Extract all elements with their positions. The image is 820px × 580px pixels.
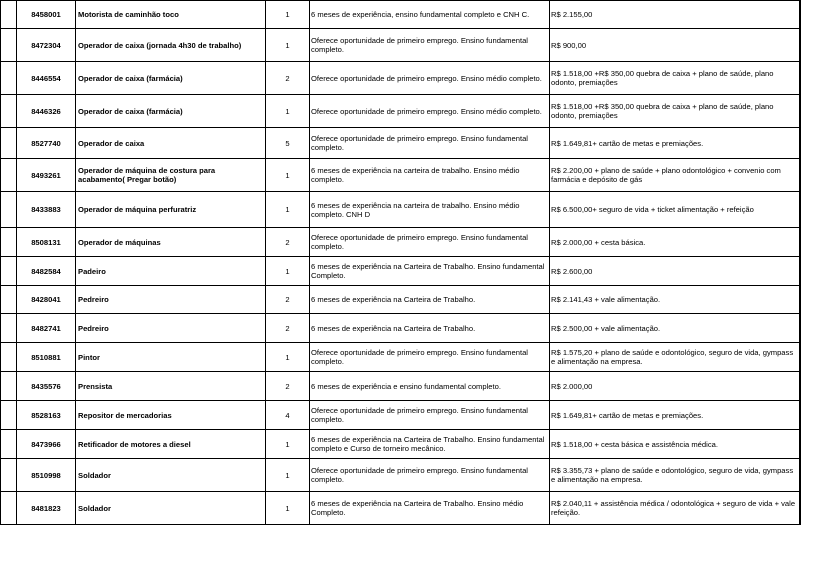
job-code-text: 8428041 (31, 295, 61, 304)
vacancy-count-cell (266, 257, 310, 286)
job-title-text: Operador de máquinas (78, 237, 161, 247)
vacancy-count-cell (266, 192, 310, 228)
job-code-text: 8493261 (31, 170, 61, 180)
salary-benefits-text: R$ 2.155,00 (551, 10, 593, 19)
job-code-cell (17, 492, 76, 525)
salary-benefits-cell (550, 29, 800, 62)
vacancy-count-cell (266, 62, 310, 95)
requirements-text: 6 meses de experiência na carteira de trabalho. Ensino médio completo. (311, 166, 520, 184)
job-code-text: 8528163 (31, 410, 61, 420)
job-rows (1, 1, 801, 525)
table-row (1, 459, 801, 492)
salary-benefits-cell (550, 430, 800, 459)
job-title-cell (76, 430, 266, 459)
job-title-cell (76, 128, 266, 159)
row-edge-cell (800, 192, 801, 228)
job-title-cell (76, 314, 266, 343)
job-title-cell (76, 257, 266, 286)
row-margin-cell (1, 343, 17, 372)
row-margin-cell (1, 62, 17, 95)
vacancy-count-text: 1 (285, 106, 290, 116)
row-margin-cell (1, 286, 17, 314)
salary-benefits-text: R$ 2.500,00 + vale alimentação. (551, 323, 661, 333)
row-margin-cell (1, 29, 17, 62)
row-edge-cell (800, 228, 801, 257)
job-code-cell (17, 401, 76, 430)
table-row (1, 492, 801, 525)
row-edge-cell (800, 257, 801, 286)
job-title-text: Operador de máquina perfuratriz (78, 205, 197, 214)
job-code-text: 8446326 (31, 106, 61, 116)
vacancy-count-cell (266, 343, 310, 372)
requirements-cell (310, 314, 550, 343)
row-margin-cell (1, 192, 17, 228)
vacancy-count-text: 1 (285, 10, 290, 19)
salary-benefits-text: R$ 3.355,73 + plano de saúde e odontológico, seguro de vida, gympass e alimentação na empresa. (551, 466, 794, 484)
requirements-text: Oferece oportunidade de primeiro emprego. Ensino fundamental completo. (311, 348, 528, 366)
requirements-cell (310, 459, 550, 492)
job-title-text: Operador de caixa (78, 138, 145, 148)
job-code-cell (17, 128, 76, 159)
job-code-cell (17, 95, 76, 128)
requirements-text: 6 meses de experiência na carteira de trabalho. Ensino médio completo. CNH D (311, 200, 520, 219)
row-edge-cell (800, 1, 801, 29)
row-edge-cell (800, 314, 801, 343)
requirements-text: Oferece oportunidade de primeiro emprego. Ensino fundamental completo. (311, 36, 528, 54)
vacancy-count-text: 2 (285, 295, 290, 304)
requirements-cell (310, 128, 550, 159)
job-title-text: Retificador de motores a diesel (78, 439, 191, 449)
salary-benefits-text: R$ 6.500,00+ seguro de vida + ticket alimentação + refeição (551, 205, 754, 214)
job-title-cell (76, 29, 266, 62)
vacancy-count-text: 2 (285, 237, 290, 247)
requirements-text: Oferece oportunidade de primeiro emprego. Ensino fundamental completo. (311, 134, 528, 152)
row-margin-cell (1, 159, 17, 192)
requirements-text: Oferece oportunidade de primeiro emprego. Ensino fundamental completo. (311, 466, 528, 484)
vacancy-count-text: 1 (285, 205, 290, 214)
vacancy-count-cell (266, 128, 310, 159)
salary-benefits-text: R$ 2.200,00 + plano de saúde + plano odontológico + convenio com farmácia e depósito de gás (551, 166, 781, 184)
vacancy-count-cell (266, 29, 310, 62)
job-title-text: Pintor (78, 352, 100, 362)
row-margin-cell (1, 128, 17, 159)
salary-benefits-text: R$ 1.575,20 + plano de saúde e odontológico, seguro de vida, gympass e alimentação na empresa. (551, 348, 794, 366)
table-row (1, 401, 801, 430)
job-code-cell (17, 286, 76, 314)
table-row (1, 128, 801, 159)
job-title-cell (76, 159, 266, 192)
requirements-cell (310, 343, 550, 372)
job-title-text: Padeiro (78, 266, 106, 276)
job-code-cell (17, 228, 76, 257)
salary-benefits-text: R$ 2.000,00 + cesta básica. (551, 237, 646, 247)
job-code-text: 8527740 (31, 138, 61, 148)
salary-benefits-cell (550, 343, 800, 372)
row-margin-cell (1, 459, 17, 492)
job-title-text: Motorista de caminhão toco (78, 10, 179, 19)
row-edge-cell (800, 372, 801, 401)
requirements-text: 6 meses de experiência na Carteira de Trabalho. (311, 295, 476, 304)
row-edge-cell (800, 401, 801, 430)
vacancy-count-text: 4 (285, 410, 290, 420)
vacancy-count-cell (266, 95, 310, 128)
row-margin-cell (1, 401, 17, 430)
vacancy-count-cell (266, 228, 310, 257)
vacancy-count-cell (266, 459, 310, 492)
job-code-text: 8433883 (31, 205, 61, 214)
row-edge-cell (800, 62, 801, 95)
job-title-cell (76, 401, 266, 430)
salary-benefits-cell (550, 128, 800, 159)
row-edge-cell (800, 159, 801, 192)
requirements-cell (310, 192, 550, 228)
salary-benefits-cell (550, 314, 800, 343)
row-edge-cell (800, 95, 801, 128)
job-title-cell (76, 459, 266, 492)
job-code-cell (17, 343, 76, 372)
table-row (1, 314, 801, 343)
job-title-text: Operador de caixa (farmácia) (78, 106, 183, 116)
row-edge-cell (800, 286, 801, 314)
table-row (1, 95, 801, 128)
job-code-text: 8481823 (31, 503, 61, 513)
row-edge-cell (800, 29, 801, 62)
job-title-cell (76, 192, 266, 228)
requirements-cell (310, 62, 550, 95)
table-row (1, 430, 801, 459)
vacancy-count-cell (266, 1, 310, 29)
job-title-text: Operador de máquina de costura para acabamento( Pregar botão) (78, 166, 216, 184)
row-edge-cell (800, 128, 801, 159)
vacancy-count-text: 1 (285, 170, 290, 180)
salary-benefits-text: R$ 1.518,00 + cesta básica e assistência médica. (551, 439, 718, 449)
salary-benefits-text: R$ 900,00 (551, 40, 587, 50)
vacancy-count-cell (266, 430, 310, 459)
vacancy-count-text: 1 (285, 352, 290, 362)
requirements-cell (310, 1, 550, 29)
salary-benefits-cell (550, 62, 800, 95)
job-code-cell (17, 29, 76, 62)
salary-benefits-cell (550, 95, 800, 128)
row-margin-cell (1, 314, 17, 343)
job-title-text: Pedreiro (78, 295, 109, 304)
row-margin-cell (1, 228, 17, 257)
table-row (1, 62, 801, 95)
table-row (1, 228, 801, 257)
job-title-text: Soldador (78, 503, 111, 513)
row-edge-cell (800, 492, 801, 525)
salary-benefits-text: R$ 2.141,43 + vale alimentação. (551, 295, 661, 304)
job-title-cell (76, 95, 266, 128)
requirements-cell (310, 401, 550, 430)
job-code-text: 8510998 (31, 470, 61, 480)
requirements-cell (310, 286, 550, 314)
requirements-cell (310, 95, 550, 128)
vacancy-count-cell (266, 492, 310, 525)
salary-benefits-text: R$ 1.649,81+ cartão de metas e premiações. (551, 410, 704, 420)
job-code-cell (17, 62, 76, 95)
row-margin-cell (1, 372, 17, 401)
requirements-text: Oferece oportunidade de primeiro emprego. Ensino médio completo. (311, 106, 542, 116)
vacancy-count-text: 1 (285, 439, 290, 449)
job-title-cell (76, 62, 266, 95)
salary-benefits-text: R$ 1.518,00 +R$ 350,00 quebra de caixa + plano de saúde, plano odonto, premiações (551, 69, 774, 87)
vacancy-count-text: 1 (285, 470, 290, 480)
job-code-text: 8482584 (31, 266, 61, 276)
job-title-text: Pedreiro (78, 323, 109, 333)
requirements-cell (310, 228, 550, 257)
requirements-text: 6 meses de experiência na Carteira de Trabalho. Ensino fundamental completo e Curso de torneiro mecânico. (311, 435, 545, 453)
salary-benefits-cell (550, 159, 800, 192)
job-code-text: 8473966 (31, 439, 61, 449)
job-title-cell (76, 286, 266, 314)
vacancy-count-text: 1 (285, 503, 290, 513)
job-code-text: 8446554 (31, 73, 61, 83)
row-edge-cell (800, 430, 801, 459)
vacancy-count-text: 2 (285, 323, 290, 333)
job-code-cell (17, 192, 76, 228)
vacancy-count-cell (266, 401, 310, 430)
job-title-text: Soldador (78, 470, 111, 480)
vacancy-count-cell (266, 314, 310, 343)
salary-benefits-cell (550, 286, 800, 314)
job-title-cell (76, 228, 266, 257)
requirements-text: Oferece oportunidade de primeiro emprego. Ensino médio completo. (311, 73, 542, 83)
salary-benefits-cell (550, 1, 800, 29)
requirements-text: 6 meses de experiência e ensino fundamental completo. (311, 381, 501, 391)
row-margin-cell (1, 492, 17, 525)
job-title-text: Operador de caixa (farmácia) (78, 73, 183, 83)
salary-benefits-text: R$ 2.040,11 + assistência médica / odontológica + seguro de vida + vale refeição. (551, 499, 796, 517)
job-code-text: 8472304 (31, 40, 61, 50)
job-code-cell (17, 372, 76, 401)
job-code-text: 8435576 (31, 381, 61, 391)
requirements-cell (310, 159, 550, 192)
job-title-text: Repositor de mercadorias (78, 410, 172, 420)
vacancy-count-text: 5 (285, 138, 290, 148)
row-edge-cell (800, 459, 801, 492)
row-margin-cell (1, 95, 17, 128)
requirements-cell (310, 372, 550, 401)
requirements-text: 6 meses de experiência na Carteira de Trabalho. (311, 323, 476, 333)
requirements-text: 6 meses de experiência, ensino fundamental completo e CNH C. (311, 10, 530, 19)
row-margin-cell (1, 257, 17, 286)
requirements-text: Oferece oportunidade de primeiro emprego. Ensino fundamental completo. (311, 406, 528, 424)
job-code-cell (17, 430, 76, 459)
salary-benefits-text: R$ 2.000,00 (551, 381, 593, 391)
requirements-text: 6 meses de experiência na Carteira de Trabalho. Ensino médio Completo. (311, 499, 524, 517)
job-code-cell (17, 257, 76, 286)
table-row (1, 192, 801, 228)
requirements-text: 6 meses de experiência na Carteira de Trabalho. Ensino fundamental Completo. (311, 262, 545, 280)
requirements-cell (310, 430, 550, 459)
table-row (1, 343, 801, 372)
salary-benefits-cell (550, 192, 800, 228)
job-title-cell (76, 343, 266, 372)
table-row (1, 286, 801, 314)
vacancy-count-cell (266, 159, 310, 192)
row-margin-cell (1, 1, 17, 29)
job-title-cell (76, 1, 266, 29)
job-code-text: 8508131 (31, 237, 61, 247)
requirements-cell (310, 492, 550, 525)
job-title-cell (76, 372, 266, 401)
row-margin-cell (1, 430, 17, 459)
job-title-text: Prensista (78, 381, 113, 391)
job-title-cell (76, 492, 266, 525)
job-code-cell (17, 159, 76, 192)
requirements-text: Oferece oportunidade de primeiro emprego. Ensino fundamental completo. (311, 233, 528, 251)
table-row (1, 159, 801, 192)
salary-benefits-text: R$ 2.600,00 (551, 266, 593, 276)
vacancy-count-text: 2 (285, 381, 290, 391)
table-row (1, 257, 801, 286)
vacancy-count-text: 1 (285, 40, 290, 50)
vacancy-count-cell (266, 372, 310, 401)
salary-benefits-cell (550, 257, 800, 286)
job-code-cell (17, 459, 76, 492)
salary-benefits-cell (550, 492, 800, 525)
vacancy-count-cell (266, 286, 310, 314)
salary-benefits-text: R$ 1.649,81+ cartão de metas e premiações. (551, 138, 704, 148)
table-row (1, 1, 801, 29)
table-row (1, 29, 801, 62)
job-code-text: 8458001 (31, 10, 61, 19)
salary-benefits-text: R$ 1.518,00 +R$ 350,00 quebra de caixa + plano de saúde, plano odonto, premiações (551, 102, 774, 120)
vacancy-count-text: 1 (285, 266, 290, 276)
vacancy-count-text: 2 (285, 73, 290, 83)
salary-benefits-cell (550, 372, 800, 401)
requirements-cell (310, 29, 550, 62)
salary-benefits-cell (550, 228, 800, 257)
requirements-cell (310, 257, 550, 286)
job-code-cell (17, 314, 76, 343)
job-title-text: Operador de caixa (jornada 4h30 de trabalho) (78, 40, 242, 50)
row-edge-cell (800, 343, 801, 372)
job-code-cell (17, 1, 76, 29)
job-code-text: 8482741 (31, 323, 61, 333)
table-row (1, 372, 801, 401)
job-code-text: 8510881 (31, 352, 61, 362)
salary-benefits-cell (550, 459, 800, 492)
salary-benefits-cell (550, 401, 800, 430)
